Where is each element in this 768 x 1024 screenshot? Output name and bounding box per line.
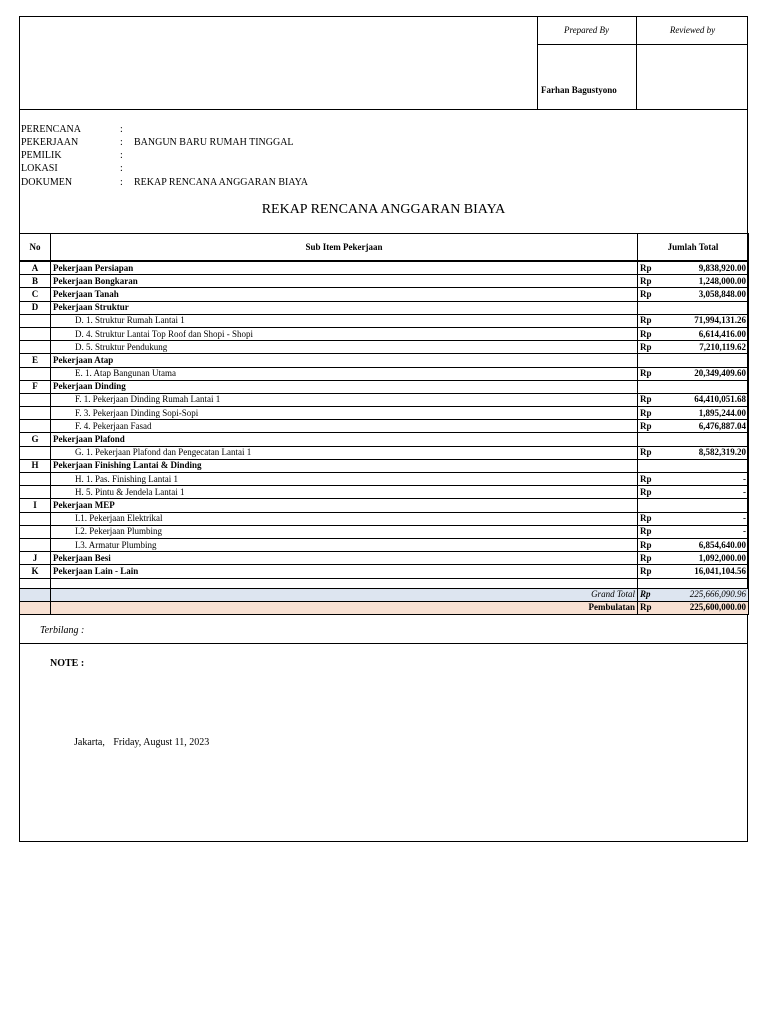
row-currency: Rp (638, 486, 663, 499)
row-no: E (20, 354, 51, 367)
row-item: Pekerjaan Besi (51, 552, 638, 565)
info-value: BANGUN BARU RUMAH TINGGAL (134, 137, 294, 148)
row-item: Pekerjaan Lain - Lain (51, 565, 638, 578)
row-no (20, 446, 51, 459)
row-item: Pekerjaan Struktur (51, 301, 638, 314)
info-label: DOKUMEN (21, 177, 73, 188)
row-item: G. 1. Pekerjaan Plafond dan Pengecatan Lantai 1 (51, 446, 638, 459)
header-item: Sub Item Pekerjaan (51, 234, 638, 262)
table-row (20, 473, 749, 486)
row-item: Pekerjaan Persiapan (51, 261, 638, 275)
row-no: C (20, 288, 51, 301)
row-no (20, 588, 51, 601)
row-amount: 6,854,640.00 (663, 538, 749, 551)
row-currency: Rp (638, 552, 663, 565)
row-amount: - (663, 525, 749, 538)
row-amount: 1,248,000.00 (663, 275, 749, 288)
row-currency: Rp (638, 512, 663, 525)
row-no (20, 314, 51, 327)
row-amount (663, 433, 749, 446)
row-currency: Rp (638, 407, 663, 420)
row-amount: 8,582,319.20 (663, 446, 749, 459)
row-no: A (20, 261, 51, 275)
table-row (20, 367, 749, 380)
row-no: J (20, 552, 51, 565)
table-row (20, 288, 749, 301)
row-amount: 71,994,131.26 (663, 314, 749, 327)
row-no (20, 601, 51, 614)
row-currency: Rp (638, 420, 663, 433)
info-sep: : (120, 137, 123, 148)
row-no (20, 407, 51, 420)
prepared-by-name: Farhan Bagustyono (541, 85, 617, 95)
row-no: D (20, 301, 51, 314)
row-currency: Rp (638, 393, 663, 406)
row-item: F. 1. Pekerjaan Dinding Rumah Lantai 1 (51, 393, 638, 406)
table-row (20, 552, 749, 565)
row-currency (638, 433, 663, 446)
table-row (20, 538, 749, 551)
table-header-row (20, 234, 749, 262)
row-item: Pekerjaan MEP (51, 499, 638, 512)
row-amount (663, 301, 749, 314)
info-label: PERENCANA (21, 124, 82, 135)
blank-row (20, 578, 749, 588)
row-item: Pekerjaan Dinding (51, 380, 638, 393)
note-label: NOTE : (50, 658, 85, 669)
row-item: H. 5. Pintu & Jendela Lantai 1 (51, 486, 638, 499)
table-row (20, 314, 749, 327)
row-no: K (20, 565, 51, 578)
row-item: D. 5. Struktur Pendukung (51, 341, 638, 354)
row-no: F (20, 380, 51, 393)
table-row (20, 525, 749, 538)
grand-total-row-amount: 225,666,090.96 (663, 588, 749, 601)
row-amount: 20,349,409.60 (663, 367, 749, 380)
table-row (20, 459, 749, 472)
row-item: I.2. Pekerjaan Plumbing (51, 525, 638, 538)
table-row (20, 393, 749, 406)
rounded-total-row-currency: Rp (638, 601, 663, 614)
table-row (20, 499, 749, 512)
signature-date (74, 737, 209, 748)
grand-total-row-label: Grand Total (51, 588, 638, 601)
row-item: D. 4. Struktur Lantai Top Roof dan Shopi - Shopi (51, 327, 638, 340)
row-amount: 16,041,104.56 (663, 565, 749, 578)
row-no: I (20, 499, 51, 512)
table-row (20, 327, 749, 340)
row-amount: 1,895,244.00 (663, 407, 749, 420)
table-row (20, 341, 749, 354)
row-no (20, 512, 51, 525)
row-currency: Rp (638, 538, 663, 551)
table-row (20, 407, 749, 420)
info-sep: : (120, 177, 123, 188)
table-row (20, 512, 749, 525)
row-item: Pekerjaan Finishing Lantai & Dinding (51, 459, 638, 472)
row-amount (663, 459, 749, 472)
row-amount (663, 380, 749, 393)
row-currency: Rp (638, 314, 663, 327)
row-item: Pekerjaan Atap (51, 354, 638, 367)
row-amount: - (663, 486, 749, 499)
table-row (20, 380, 749, 393)
row-currency (638, 301, 663, 314)
terbilang-label: Terbilang : (40, 625, 85, 636)
row-amount: 3,058,848.00 (663, 288, 749, 301)
row-currency: Rp (638, 367, 663, 380)
table-row (20, 420, 749, 433)
row-amount: 1,092,000.00 (663, 552, 749, 565)
row-currency: Rp (638, 288, 663, 301)
row-currency: Rp (638, 473, 663, 486)
row-no (20, 473, 51, 486)
row-no (20, 327, 51, 340)
row-item: F. 4. Pekerjaan Fasad (51, 420, 638, 433)
row-item: E. 1. Atap Bangunan Utama (51, 367, 638, 380)
row-currency (638, 499, 663, 512)
row-amount: 7,210,119.62 (663, 341, 749, 354)
row-no (20, 525, 51, 538)
grand-total-row (20, 588, 749, 601)
row-currency: Rp (638, 525, 663, 538)
row-no (20, 420, 51, 433)
table-row (20, 275, 749, 288)
row-currency: Rp (638, 446, 663, 459)
row-amount: 9,838,920.00 (663, 261, 749, 275)
header-total: Jumlah Total (638, 234, 749, 262)
table-row (20, 261, 749, 275)
row-item: F. 3. Pekerjaan Dinding Sopi-Sopi (51, 407, 638, 420)
row-amount: - (663, 473, 749, 486)
row-no: H (20, 459, 51, 472)
info-label: LOKASI (21, 163, 58, 174)
table-row (20, 433, 749, 446)
row-item: H. 1. Pas. Finishing Lantai 1 (51, 473, 638, 486)
table-row (20, 301, 749, 314)
reviewed-by-label: Reviewed by (669, 25, 716, 35)
info-sep: : (120, 163, 123, 174)
grand-total-row-currency: Rp (638, 588, 663, 601)
info-label: PEKERJAAN (21, 137, 79, 148)
row-amount (663, 499, 749, 512)
header-no: No (20, 234, 51, 262)
info-sep: : (120, 150, 123, 161)
row-no (20, 393, 51, 406)
row-currency: Rp (638, 261, 663, 275)
row-amount: 6,476,887.04 (663, 420, 749, 433)
date: Friday, August 11, 2023 (113, 737, 210, 748)
row-item: Pekerjaan Tanah (51, 288, 638, 301)
info-sep: : (120, 124, 123, 135)
table-row (20, 446, 749, 459)
row-no: B (20, 275, 51, 288)
budget-table (19, 233, 749, 615)
row-amount: 6,614,416.00 (663, 327, 749, 340)
info-label: PEMILIK (21, 150, 62, 161)
document-title: REKAP RENCANA ANGGARAN BIAYA (261, 202, 506, 217)
table-row (20, 565, 749, 578)
row-currency: Rp (638, 565, 663, 578)
row-no (20, 367, 51, 380)
row-currency: Rp (638, 341, 663, 354)
info-value: REKAP RENCANA ANGGARAN BIAYA (134, 177, 309, 188)
prepared-by-label: Prepared By (563, 25, 610, 35)
row-no: G (20, 433, 51, 446)
row-currency (638, 354, 663, 367)
rounded-total-row-amount: 225,600,000.00 (663, 601, 749, 614)
row-currency (638, 380, 663, 393)
row-amount: - (663, 512, 749, 525)
row-item: I.1. Pekerjaan Elektrikal (51, 512, 638, 525)
row-currency: Rp (638, 327, 663, 340)
table-row (20, 486, 749, 499)
row-item: D. 1. Struktur Rumah Lantai 1 (51, 314, 638, 327)
row-item: Pekerjaan Plafond (51, 433, 638, 446)
rounded-total-row (20, 601, 749, 614)
row-amount (663, 354, 749, 367)
table-row (20, 354, 749, 367)
row-no (20, 538, 51, 551)
row-amount: 64,410,051.68 (663, 393, 749, 406)
row-no (20, 486, 51, 499)
row-item: I.3. Armatur Plumbing (51, 538, 638, 551)
row-currency (638, 459, 663, 472)
rounded-total-row-label: Pembulatan (51, 601, 638, 614)
row-currency: Rp (638, 275, 663, 288)
row-no (20, 341, 51, 354)
place: Jakarta, (74, 737, 105, 748)
row-item: Pekerjaan Bongkaran (51, 275, 638, 288)
